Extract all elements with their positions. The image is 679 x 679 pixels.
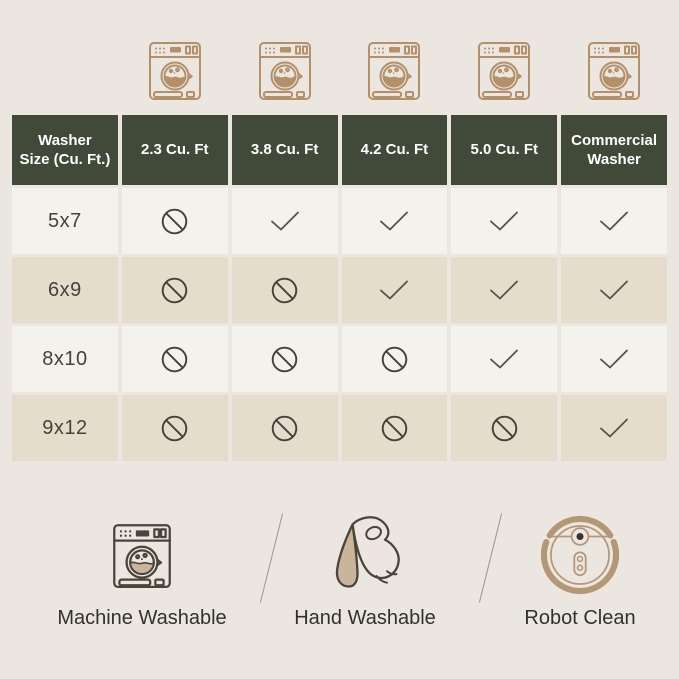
legend-robot-clean <box>488 510 672 630</box>
washing-machine-icon <box>147 36 203 104</box>
washable-check-icon <box>598 209 630 233</box>
washability-mark <box>561 188 667 254</box>
washer-icon-2-3 <box>122 34 228 104</box>
not-washable-icon <box>380 345 409 374</box>
washability-mark <box>561 326 667 392</box>
table-row-6x9 <box>12 257 667 323</box>
washable-check-icon <box>378 278 410 302</box>
washable-check-icon <box>269 209 301 233</box>
washable-check-icon <box>598 347 630 371</box>
washable-check-icon <box>598 416 630 440</box>
washability-mark <box>451 257 557 323</box>
washable-check-icon <box>488 209 520 233</box>
washability-mark <box>122 257 228 323</box>
washability-mark <box>451 395 557 461</box>
row-label: 6x9 <box>12 257 118 323</box>
washable-check-icon <box>488 347 520 371</box>
washer-icon-4-2 <box>342 34 448 104</box>
not-washable-icon <box>270 276 299 305</box>
not-washable-icon <box>270 345 299 374</box>
washing-machine-icon <box>110 510 174 600</box>
washing-machine-icon <box>586 36 642 104</box>
header-washer-size: Washer Size (Cu. Ft.) <box>12 115 118 185</box>
header-2-3-cuft: 2.3 Cu. Ft <box>122 115 228 185</box>
header-4-2-cuft: 4.2 Cu. Ft <box>342 115 448 185</box>
header-3-8-cuft: 3.8 Cu. Ft <box>232 115 338 185</box>
washability-mark <box>561 257 667 323</box>
legend-label: Robot Clean <box>524 607 636 629</box>
washability-mark <box>342 257 448 323</box>
header-5-0-cuft: 5.0 Cu. Ft <box>451 115 557 185</box>
not-washable-icon <box>160 345 189 374</box>
table-header-row <box>12 115 667 185</box>
table-row-9x12 <box>12 395 667 461</box>
legend-label: Machine Washable <box>57 607 227 629</box>
not-washable-icon <box>380 414 409 443</box>
not-washable-icon <box>160 414 189 443</box>
washer-icons-row <box>12 34 667 104</box>
washing-machine-icon <box>257 36 313 104</box>
legend-machine-washable <box>32 510 252 630</box>
washability-mark <box>561 395 667 461</box>
washing-machine-icon <box>366 36 422 104</box>
robot-vacuum-icon <box>536 510 624 600</box>
washability-mark <box>122 395 228 461</box>
washability-mark <box>342 326 448 392</box>
not-washable-icon <box>490 414 519 443</box>
washer-icon-3-8 <box>232 34 338 104</box>
washable-check-icon <box>378 209 410 233</box>
washable-check-icon <box>488 278 520 302</box>
row-label: 9x12 <box>12 395 118 461</box>
row-label: 5x7 <box>12 188 118 254</box>
washability-table <box>12 115 667 461</box>
washability-mark <box>451 326 557 392</box>
washer-icon-commercial <box>561 34 667 104</box>
not-washable-icon <box>160 207 189 236</box>
washability-mark <box>122 188 228 254</box>
washability-mark <box>232 326 338 392</box>
legend-hand-washable <box>272 510 458 630</box>
header-commercial: Commercial Washer <box>561 115 667 185</box>
not-washable-icon <box>270 414 299 443</box>
washability-mark <box>232 257 338 323</box>
washability-mark <box>342 188 448 254</box>
washing-machine-icon <box>476 36 532 104</box>
washable-check-icon <box>598 278 630 302</box>
hand-wash-icon <box>317 510 413 600</box>
washability-mark <box>232 188 338 254</box>
washability-mark <box>451 188 557 254</box>
table-row-8x10 <box>12 326 667 392</box>
washer-icon-5-0 <box>451 34 557 104</box>
icon-slot-empty <box>12 34 118 104</box>
row-label: 8x10 <box>12 326 118 392</box>
legend-label: Hand Washable <box>294 607 436 629</box>
washability-mark <box>342 395 448 461</box>
not-washable-icon <box>160 276 189 305</box>
table-row-5x7 <box>12 188 667 254</box>
washability-mark <box>122 326 228 392</box>
washability-mark <box>232 395 338 461</box>
